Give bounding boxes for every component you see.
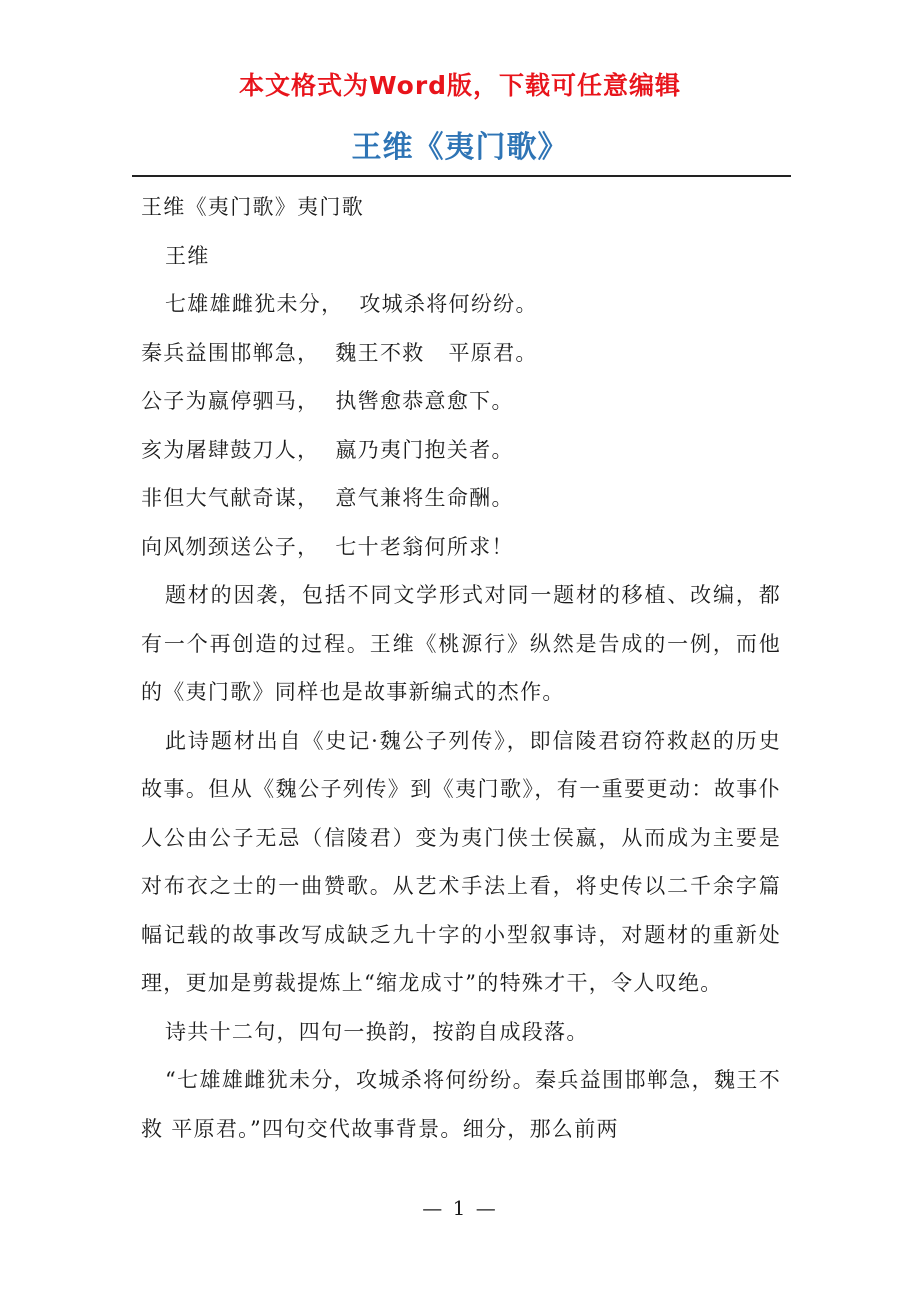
poem-line: 向风刎颈送公子， 七十老翁何所求！ xyxy=(141,534,514,559)
paragraph: 诗共十二句，四句一换韵，按韵自成段落。 xyxy=(165,1019,589,1044)
poem-line: 秦兵益围邯郸急， 魏王不救 平原君。 xyxy=(141,340,538,365)
paragraph: 此诗题材出自《史记·魏公子列传》，即信陵君窃符救赵的历史故事。但从《魏公子列传》到《夷门歌》，有一重要更动：故事仆人公由公子无忌（信陵君）变为夷门侠士侯嬴，从而成为主要是对布衣之士的一曲赞歌。从艺术手法上看，将史传以二千余字篇幅记载的故事改写成缺乏九十字的小型叙事诗，对题材的重新处理，更加是剪裁提炼上“缩龙成寸”的特殊才干，令人叹绝。 xyxy=(141,728,781,995)
poem-line: 七雄雄雌犹未分， 攻城杀将何纷纷。 xyxy=(165,292,538,316)
paragraph: 题材的因袭，包括不同文学形式对同一题材的移植、改编，都有一个再创造的过程。王维《桃源行》纵然是告成的一例，而他的《夷门歌》同样也是故事新编式的杰作。 xyxy=(141,583,781,704)
title-divider xyxy=(132,175,791,177)
paragraph: “七雄雄雌犹未分，攻城杀将何纷纷。秦兵益围邯郸急，魏王不救 平原君。”四句交代故事背景。细分，那么前两 xyxy=(141,1068,781,1141)
poem-line: 亥为屠肆鼓刀人， 嬴乃夷门抱关者。 xyxy=(141,437,514,462)
page-number: — 1 — xyxy=(422,1196,498,1220)
poem-line: 非但大气献奇谋， 意气兼将生命酬。 xyxy=(141,486,514,510)
poem-line: 公子为嬴停驷马， 执辔愈恭意愈下。 xyxy=(141,389,514,413)
author-line: 王维 xyxy=(165,243,210,268)
document-body xyxy=(141,183,781,1153)
download-banner: 本文格式为Word版，下载可任意编辑 xyxy=(238,71,682,100)
heading-line: 王维《夷门歌》夷门歌 xyxy=(141,195,364,219)
document-title: 王维《夷门歌》 xyxy=(351,130,569,165)
